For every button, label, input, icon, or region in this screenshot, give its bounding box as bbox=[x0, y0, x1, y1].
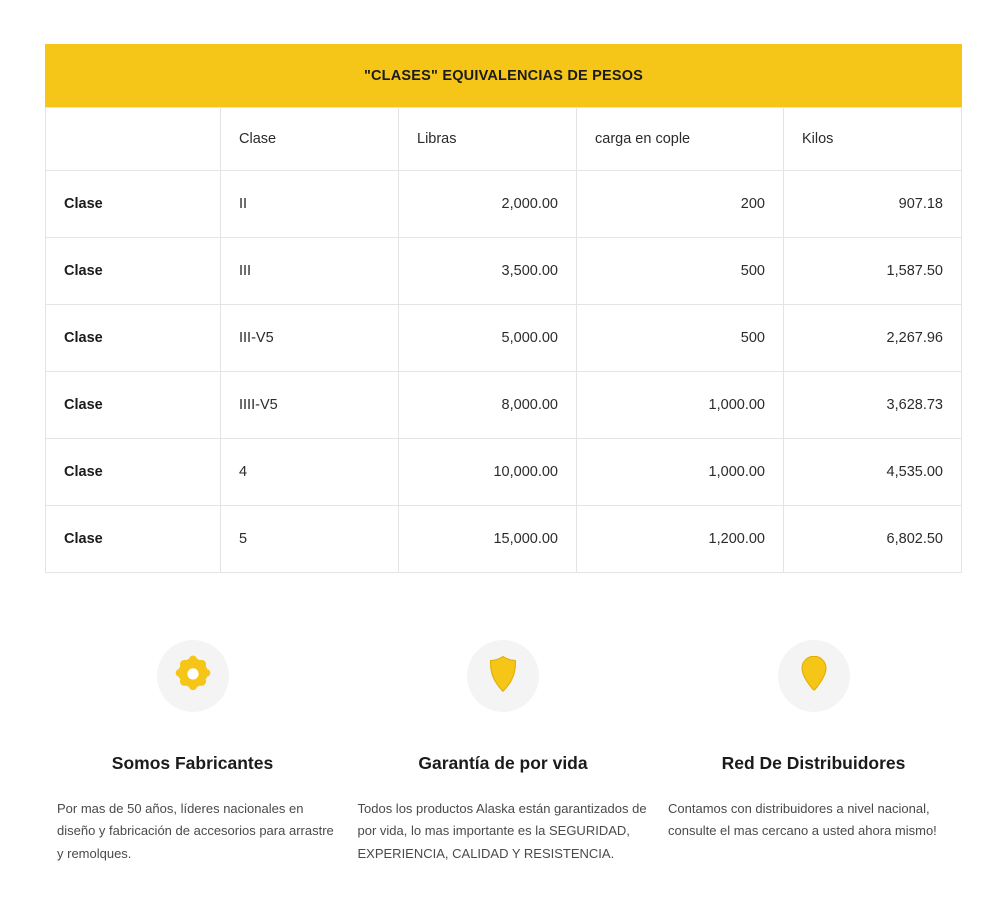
map-pin-icon bbox=[792, 652, 836, 701]
cell-carga: 1,000.00 bbox=[577, 372, 784, 439]
feature-title: Red De Distribuidores bbox=[721, 753, 906, 773]
cell-kilos: 907.18 bbox=[784, 171, 962, 238]
cell-libras: 3,500.00 bbox=[399, 238, 577, 305]
cell-clase: IIII-V5 bbox=[221, 372, 399, 439]
equivalencias-table bbox=[45, 44, 962, 573]
feature-text: Todos los productos Alaska están garantizados de por vida, lo mas importante es la SEGURIDAD, EXPERIENCIA, CALIDAD Y RESISTENCIA. bbox=[357, 801, 647, 861]
cell-clase: II bbox=[221, 171, 399, 238]
row-label: Clase bbox=[46, 238, 221, 305]
feature-garantia-de-por-vida bbox=[356, 640, 651, 865]
shield-icon bbox=[481, 652, 525, 701]
feature-somos-fabricantes bbox=[45, 640, 340, 865]
cell-clase: III bbox=[221, 238, 399, 305]
cell-carga: 1,000.00 bbox=[577, 439, 784, 506]
cell-carga: 500 bbox=[577, 305, 784, 372]
feature-red-de-distribuidores bbox=[666, 640, 961, 865]
table-row bbox=[46, 439, 962, 506]
cell-libras: 15,000.00 bbox=[399, 506, 577, 573]
features-section bbox=[45, 640, 961, 865]
cell-clase: 4 bbox=[221, 439, 399, 506]
cell-clase: III-V5 bbox=[221, 305, 399, 372]
cell-carga: 1,200.00 bbox=[577, 506, 784, 573]
row-label: Clase bbox=[46, 506, 221, 573]
cell-carga: 200 bbox=[577, 171, 784, 238]
cell-libras: 5,000.00 bbox=[399, 305, 577, 372]
column-header-blank bbox=[46, 108, 221, 171]
table-header-row bbox=[46, 108, 962, 171]
cell-libras: 8,000.00 bbox=[399, 372, 577, 439]
feature-icon-badge bbox=[157, 640, 229, 712]
table-head bbox=[46, 108, 962, 171]
row-label: Clase bbox=[46, 171, 221, 238]
feature-icon-badge bbox=[778, 640, 850, 712]
table-body bbox=[46, 171, 962, 573]
table-row bbox=[46, 506, 962, 573]
row-label: Clase bbox=[46, 305, 221, 372]
feature-title: Somos Fabricantes bbox=[111, 753, 274, 773]
cell-kilos: 6,802.50 bbox=[784, 506, 962, 573]
table-row bbox=[46, 238, 962, 305]
cell-libras: 2,000.00 bbox=[399, 171, 577, 238]
cell-kilos: 2,267.96 bbox=[784, 305, 962, 372]
column-header-libras: Libras bbox=[399, 108, 577, 171]
feature-title: Garantía de por vida bbox=[418, 753, 588, 773]
feature-text: Por mas de 50 años, líderes nacionales en diseño y fabricación de accesorios para arrastre y remolques. bbox=[57, 801, 334, 861]
table-row bbox=[46, 171, 962, 238]
gear-icon bbox=[171, 652, 215, 701]
column-header-clase: Clase bbox=[221, 108, 399, 171]
cell-clase: 5 bbox=[221, 506, 399, 573]
column-header-kilos: Kilos bbox=[784, 108, 962, 171]
table-title: "CLASES" EQUIVALENCIAS DE PESOS bbox=[45, 44, 962, 107]
cell-kilos: 1,587.50 bbox=[784, 238, 962, 305]
cell-carga: 500 bbox=[577, 238, 784, 305]
row-label: Clase bbox=[46, 372, 221, 439]
feature-icon-badge bbox=[467, 640, 539, 712]
cell-kilos: 3,628.73 bbox=[784, 372, 962, 439]
table-row bbox=[46, 372, 962, 439]
table-row bbox=[46, 305, 962, 372]
cell-libras: 10,000.00 bbox=[399, 439, 577, 506]
equivalencias-table-block bbox=[45, 44, 961, 573]
row-label: Clase bbox=[46, 439, 221, 506]
column-header-carga-en-cople: carga en cople bbox=[577, 108, 784, 171]
cell-kilos: 4,535.00 bbox=[784, 439, 962, 506]
feature-text: Contamos con distribuidores a nivel nacional, consulte el mas cercano a usted ahora mismo! bbox=[668, 801, 937, 839]
